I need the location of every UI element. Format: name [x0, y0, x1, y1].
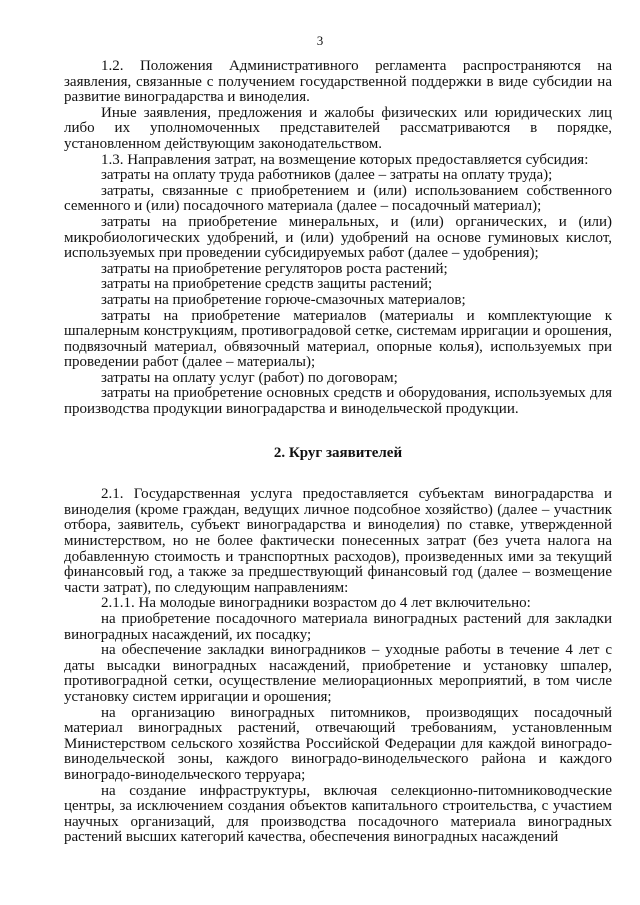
cost-item-fixed-assets: затраты на приобретение основных средств и оборудования, используемых для производства продукции виноградарства и винодельческой продукции. — [64, 385, 612, 418]
direction-nurseries: на организацию виноградных питомников, производящих посадочный материал виноградных растений, отвечающий требованиям, установленным Министерством сельского хозяйства Российской Федерации для каждой виноградо-винодельческой зоны, каждого виноградо-винодельческого района и каждого виноградо-винодельческого терруара; — [64, 704, 612, 783]
paragraph-2-1-1: 2.1.1. На молодые виноградники возрастом до 4 лет включительно: — [101, 595, 531, 612]
paragraph-1-2: 1.2. Положения Административного регламента распространяются на заявления, связанные с получением государственной поддержки в виде субсидии на развитие виноградарства и виноделия. — [64, 58, 612, 106]
paragraph-2-1: 2.1. Государственная услуга предоставляется субъектам виноградарства и виноделия (кроме граждан, ведущих личное подсобное хозяйство) (далее – участник отбора, заявитель, субъект виноградарства и виноделия) по ставке, утвержденной министерством, но не более фактически понесенных затрат (без учета налога на добавленную стоимость и транспортных расходов), произведенных ими за текущий финансовый год, а также за предшествующий финансовый год (далее – возмещение части затрат), по следующим направлениям: — [64, 486, 612, 596]
page-number: 3 — [316, 33, 324, 48]
cost-item-growth-regulators: затраты на приобретение регуляторов роста растений; — [101, 260, 448, 277]
cost-item-fuel-lubricants: затраты на приобретение горюче-смазочных материалов; — [101, 291, 466, 308]
cost-item-fertilizers: затраты на приобретение минеральных, и (или) органических, и (или) микробиологических удобрений, и (или) удобрений на основе гуминовых кислот, используемых при проведении субсидируемых работ (далее – удобрения); — [64, 213, 612, 262]
section-2-body — [64, 487, 612, 846]
cost-item-services: затраты на оплату услуг (работ) по договорам; — [101, 369, 398, 386]
cost-item-planting-material: затраты, связанные с приобретением и (или) использованием собственного семенного и (или) посадочного материала (далее – посадочный материал); — [64, 182, 612, 215]
cost-item-materials: затраты на приобретение материалов (материалы и комплектующие к шпалерным конструкциям, противоградовой сетке, системам ирригации и орошения, подвязочный материал, обвязочный материал, опорные колья), используемых при проведении работ (далее – материалы); — [64, 307, 612, 371]
paragraph-1-3: 1.3. Направления затрат, на возмещение которых предоставляется субсидия: — [101, 151, 589, 168]
section-2-heading: 2. Круг заявителей — [273, 444, 403, 461]
page-content — [64, 59, 612, 846]
direction-planting-material: на приобретение посадочного материала виноградных растений для закладки виноградных насаждений, их посадку; — [64, 611, 612, 643]
cost-item-plant-protection: затраты на приобретение средств защиты растений; — [101, 276, 433, 293]
section-1-body — [64, 59, 612, 418]
cost-item-labor: затраты на оплату труда работников (далее – затраты на оплату труда); — [101, 167, 553, 184]
direction-vineyard-establishment: на обеспечение закладки виноградников – уходные работы в течение 4 лет с даты высадки виноградных насаждений, приобретение и установку шпалер, противоградной сетки, осуществление мелиорационных мероприятий, в том числе установку систем ирригации и орошения; — [64, 642, 612, 705]
paragraph-other-applications: Иные заявления, предложения и жалобы физических или юридических лиц либо их уполномоченных представителей рассматриваются в порядке, установленном действующим законодательством. — [64, 104, 612, 152]
direction-infrastructure: на создание инфраструктуры, включая селекционно-питомниководческие центры, за исключением создания объектов капитального строительства, с участием научных организаций, для производства посадочного материала виноградных растений высших категорий качества, обеспечения виноградных насаждений — [64, 782, 612, 846]
